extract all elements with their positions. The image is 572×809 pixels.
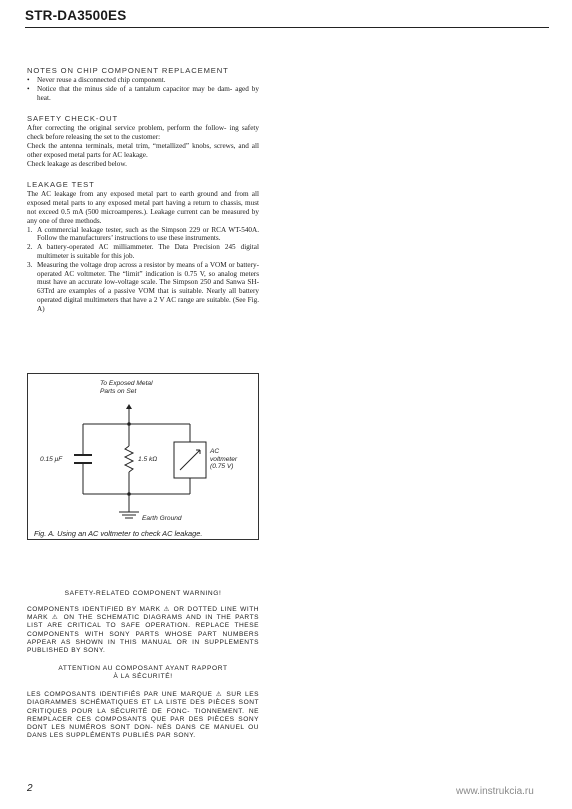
leakage-intro: The AC leakage from any exposed metal part to earth ground and from all exposed metal parts to any exposed metal part having a return to chassis, must not exceed 0.5 mA (500 microamperes.). Leakage current can be measured by any one of three methods. (27, 190, 259, 225)
voltmeter-label: AC voltmeter (0.75 V) (210, 448, 238, 471)
capacitor-symbol (74, 455, 92, 463)
chip-note-1: • Never reuse a disconnected chip component. (27, 76, 166, 84)
watermark: www.instrukcia.ru (456, 786, 534, 797)
warning-en-title: SAFETY-RELATED COMPONENT WARNING! (64, 590, 222, 597)
resistor-label: 1.5 kΩ (138, 456, 158, 463)
figure-caption: Fig. A. Using an AC voltmeter to check AC leakage. (34, 529, 203, 538)
leakage-title: LEAKAGE TEST (27, 180, 95, 190)
leakage-method-3: 3. Measuring the voltage drop across a resistor by means of a VOM or battery-operated AC voltmeter. The “limit” indication is 0.75 V, so analog meters must have an accurate low-voltage scale. The Simpson 250 and Sanwa SH-63Trd are examples of a passive VOM that is suitable. Nearly all battery operated digital multimeters that have a 2 V AC range are suitable. (See Fig. A) (27, 260, 259, 313)
figure-a (27, 373, 259, 540)
warning-fr-title-2: À LA SÉCURITÉ! (113, 673, 173, 681)
chip-notes-title: NOTES ON CHIP COMPONENT REPLACEMENT (27, 66, 229, 75)
ground-symbol (119, 512, 139, 518)
chip-note-2: • Notice that the minus side of a tantalum capacitor may be dam- aged by heat. (27, 84, 259, 102)
model-number: STR-DA3500ES (25, 8, 127, 23)
page-number: 2 (27, 783, 33, 794)
leakage-method-1: 1. A commercial leakage tester, such as the Simpson 229 or RCA WT-540A. Follow the manufacturers’ instructions to use these instruments. (27, 225, 259, 243)
warning-en-body: COMPONENTS IDENTIFIED BY MARK ⚠ OR DOTTED LINE WITH MARK ⚠ ON THE SCHEMATIC DIAGRAMS AND IN THE PARTS LIST ARE CRITICAL TO SAFE OPERATION. REPLACE THESE COMPONENTS WITH SONY PARTS WHOSE PART NUMBERS APPEAR AS SHOWN IN THIS MANUAL OR IN SUPPLEMENTS PUBLISHED BY SONY. (27, 606, 259, 655)
safety-warning (27, 590, 259, 740)
capacitor-label: 0.15 μF (40, 456, 63, 463)
safety-paragraph: Check leakage as described below. (27, 159, 127, 168)
main-column (27, 66, 259, 314)
resistor-symbol (125, 446, 133, 472)
safety-paragraph: Check the antenna terminals, metal trim, “metallized” knobs, screws, and all other exposed metal parts for AC leakage. (27, 141, 259, 159)
top-label: To Exposed Metal Parts on Set (100, 380, 153, 395)
ground-label: Earth Ground (142, 515, 182, 522)
safety-title: SAFETY CHECK-OUT (27, 114, 119, 124)
safety-paragraph: After correcting the original service problem, perform the follow- ing safety check before releasing the set to the customer: (27, 124, 259, 142)
warning-fr-body: LES COMPOSANTS IDENTIFIÉS PAR UNE MARQUE ⚠ SUR LES DIAGRAMMES SCHÉMATIQUES ET LA LISTE DES PIÈCES SONT CRITIQUES POUR LA SÉCURITÉ DE FONC- TIONNEMENT. NE REMPLACER CES COMPOSANTS QUE PAR DES PIÈCES SONY DONT LES NUMÉROS SONT DON- NÉS DANS CE MANUEL OU DANS LES SUPPLÉMENTS PUBLIÉS PAR SONY. (27, 691, 259, 740)
leakage-method-2: 2. A battery-operated AC milliammeter. The Data Precision 245 digital multimeter is suitable for this job. (27, 243, 259, 260)
warning-fr-title: ATTENTION AU COMPOSANT AYANT RAPPORT (58, 665, 228, 673)
voltmeter-symbol (174, 442, 206, 478)
header-rule (25, 27, 549, 28)
